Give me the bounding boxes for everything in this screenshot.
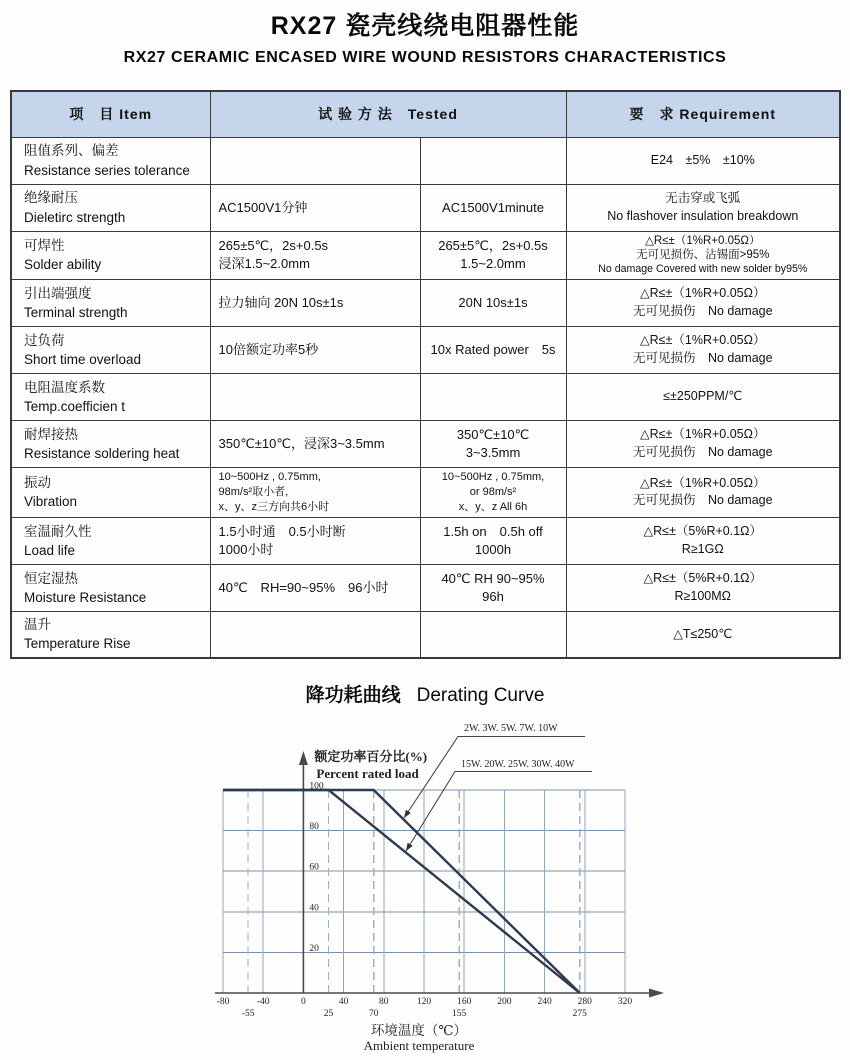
- method-line: 40℃ RH=90~95% 96小时: [218, 579, 389, 595]
- item-label-cn: 引出端强度: [24, 285, 92, 301]
- requirement-line: △R≤±（1%R+0.05Ω）: [640, 286, 766, 301]
- chart-title-en: Derating Curve: [416, 685, 545, 706]
- item-label-cn: 阻值系列、偏差: [24, 143, 119, 159]
- requirement-line: 无可见损伤 No damage: [632, 304, 773, 319]
- method-line: 1.5h on 0.5h off: [443, 523, 543, 539]
- x-breakpoint-label: 70: [369, 1009, 379, 1019]
- legend-leader-line: [406, 772, 592, 852]
- item-label-cn: 过负荷: [24, 332, 65, 348]
- item-label-en: Short time overload: [24, 352, 142, 368]
- x-axis-title-en: Ambient temperature: [363, 1038, 475, 1053]
- method-line: 20N 10s±1s: [458, 295, 528, 311]
- item-cell: [11, 280, 210, 327]
- document-header: [0, 0, 850, 67]
- requirement-line: 无可见损伤 No damage: [632, 351, 773, 366]
- requirement-line: △R≤±（1%R+0.05Ω）: [640, 475, 766, 490]
- method-en-cell: [420, 231, 566, 280]
- item-label-en: Temp.coefficien t: [24, 399, 126, 415]
- method-cn-cell: [210, 421, 420, 468]
- requirement-line: No flashover insulation breakdown: [607, 208, 799, 223]
- item-label-en: Temperature Rise: [24, 636, 131, 652]
- method-cn-cell: [210, 468, 420, 518]
- characteristics-table: [10, 90, 841, 659]
- item-label-cn: 温升: [24, 617, 51, 633]
- table-row: [11, 280, 840, 327]
- x-axis-arrow: [649, 989, 664, 998]
- x-axis-title-cn: 环境温度（℃）: [370, 1023, 468, 1038]
- x-tick-label: 80: [379, 997, 389, 1007]
- item-label-en: Vibration: [24, 494, 78, 510]
- legend-label: 15W. 20W. 25W. 30W. 40W: [461, 759, 575, 770]
- method-cn-cell: [210, 374, 420, 421]
- item-cell: [11, 137, 210, 184]
- requirement-line: 无可见损伤 No damage: [632, 445, 773, 460]
- x-tick-label: 240: [537, 997, 552, 1007]
- table-row: [11, 231, 840, 280]
- method-line: 265±5℃，2s+0.5s: [438, 238, 548, 254]
- item-label-en: Resistance soldering heat: [24, 446, 180, 462]
- col-header-tested: 试 验 方 法 Tested: [210, 91, 566, 137]
- method-line: 10倍额定功率5秒: [218, 342, 319, 358]
- item-cell: [11, 421, 210, 468]
- requirement-line: △T≤250℃: [673, 626, 733, 641]
- item-cell: [11, 517, 210, 564]
- y-tick-label: 60: [309, 862, 319, 873]
- col-header-item: 项 目 Item: [11, 91, 210, 137]
- item-cell: [11, 468, 210, 518]
- item-cell: [11, 564, 210, 611]
- method-line: AC1500V1分钟: [218, 199, 308, 215]
- requirement-line: 无可见损伤 No damage: [632, 493, 773, 508]
- method-en-cell: [420, 184, 566, 231]
- y-tick-label: 100: [309, 781, 324, 792]
- method-line: 10~500Hz , 0.75mm,: [218, 471, 321, 484]
- method-en-cell: [420, 280, 566, 327]
- method-line: x、y、z三方向共6小时: [218, 500, 330, 513]
- item-label-en: Terminal strength: [24, 305, 128, 321]
- table-row: [11, 517, 840, 564]
- method-line: 10x Rated power 5s: [430, 342, 556, 358]
- requirement-line: 无击穿或飞弧: [665, 190, 741, 205]
- requirement-cell: [566, 231, 840, 280]
- item-label-cn: 可焊性: [24, 238, 65, 254]
- item-label-en: Dieletirc strength: [24, 209, 126, 225]
- page-subtitle: RX27 CERAMIC ENCASED WIRE WOUND RESISTORS CHARACTERISTICS: [123, 49, 727, 66]
- method-line: 265±5℃，2s+0.5s: [218, 238, 329, 254]
- item-cell: [11, 611, 210, 658]
- requirement-cell: [566, 137, 840, 184]
- requirement-cell: [566, 564, 840, 611]
- method-en-cell: [420, 137, 566, 184]
- requirement-line: 无可见损伤、沾锡面>95%: [636, 249, 770, 262]
- method-en-cell: [420, 374, 566, 421]
- method-cn-cell: [210, 137, 420, 184]
- method-cn-cell: [210, 564, 420, 611]
- method-line: 40℃ RH 90~95%: [441, 570, 545, 586]
- table-row: [11, 137, 840, 184]
- x-tick-label: 280: [577, 997, 592, 1007]
- method-cn-cell: [210, 327, 420, 374]
- requirement-cell: [566, 184, 840, 231]
- table-header-row: [11, 91, 840, 137]
- requirement-line: R≥100MΩ: [674, 588, 732, 603]
- method-line: 10~500Hz , 0.75mm,: [441, 471, 545, 484]
- method-en-cell: [420, 327, 566, 374]
- method-line: 1.5~2.0mm: [460, 256, 526, 272]
- method-en-cell: [420, 564, 566, 611]
- method-line: 350℃±10℃，浸深3~3.5mm: [218, 436, 385, 452]
- legend-label: 2W. 3W. 5W. 7W. 10W: [464, 723, 558, 734]
- requirement-line: △R≤±（5%R+0.1Ω）: [643, 523, 762, 538]
- x-tick-label: -40: [256, 997, 270, 1007]
- method-cn-cell: [210, 184, 420, 231]
- method-line: 1.5小时通 0.5小时断: [218, 523, 346, 539]
- x-tick-label: 320: [617, 997, 633, 1007]
- requirement-line: △R≤±（1%R+0.05Ω）: [640, 427, 766, 442]
- item-label-cn: 耐焊接热: [24, 426, 78, 442]
- table-row: [11, 327, 840, 374]
- method-line: 350℃±10℃: [456, 427, 530, 443]
- requirement-cell: [566, 468, 840, 518]
- item-cell: [11, 184, 210, 231]
- y-axis-title-cn: 额定功率百分比(%): [314, 749, 428, 764]
- col-header-requirement: 要 求 Requirement: [566, 91, 840, 137]
- method-line: 浸深1.5~2.0mm: [218, 256, 310, 272]
- x-tick-label: 160: [457, 997, 472, 1007]
- requirement-cell: [566, 280, 840, 327]
- requirement-line: △R≤±（1%R+0.05Ω）: [640, 333, 766, 348]
- table-row: [11, 564, 840, 611]
- method-cn-cell: [210, 231, 420, 280]
- legend-leader-line: [404, 737, 585, 819]
- requirement-line: ≤±250PPM/℃: [663, 389, 743, 404]
- method-line: 3~3.5mm: [465, 445, 521, 461]
- y-tick-label: 40: [309, 903, 319, 914]
- table-row: [11, 184, 840, 231]
- x-breakpoint-label: 155: [452, 1009, 467, 1019]
- x-tick-label: 40: [338, 997, 349, 1007]
- item-cell: [11, 231, 210, 280]
- x-breakpoint-label: 25: [323, 1009, 334, 1019]
- method-cn-cell: [210, 517, 420, 564]
- table-row: [11, 468, 840, 518]
- requirement-line: No damage Covered with new solder by95%: [598, 263, 808, 276]
- requirement-line: △R≤±（5%R+0.1Ω）: [643, 570, 762, 585]
- x-breakpoint-label: -55: [241, 1009, 255, 1019]
- derating-curve-chart: [0, 656, 850, 1060]
- requirement-line: △R≤±（1%R+0.05Ω）: [645, 234, 761, 247]
- table-row: [11, 611, 840, 658]
- requirement-cell: [566, 611, 840, 658]
- method-line: 98m/s²取小者,: [218, 485, 289, 498]
- chart-title-cn: 降功耗曲线: [305, 685, 401, 706]
- method-cn-cell: [210, 280, 420, 327]
- requirement-cell: [566, 327, 840, 374]
- method-line: AC1500V1minute: [442, 199, 544, 215]
- table-row: [11, 421, 840, 468]
- method-line: 拉力轴向 20N 10s±1s: [218, 295, 344, 311]
- item-label-cn: 室温耐久性: [24, 523, 92, 539]
- x-tick-label: 0: [301, 997, 306, 1007]
- x-tick-label: 120: [416, 997, 432, 1007]
- item-label-cn: 振动: [24, 475, 51, 491]
- method-en-cell: [420, 421, 566, 468]
- x-tick-label: -80: [216, 997, 230, 1007]
- method-line: 1000小时: [218, 541, 274, 557]
- requirement-line: R≥1GΩ: [681, 541, 724, 556]
- y-axis-arrow: [299, 751, 308, 765]
- requirement-line: E24 ±5% ±10%: [650, 152, 755, 167]
- derating-line-15w-40w: [223, 790, 580, 993]
- table-row: [11, 374, 840, 421]
- x-breakpoint-label: 275: [572, 1009, 587, 1019]
- y-tick-label: 80: [309, 822, 319, 833]
- method-en-cell: [420, 517, 566, 564]
- item-cell: [11, 374, 210, 421]
- item-label-cn: 电阻温度系数: [24, 379, 105, 395]
- method-en-cell: [420, 611, 566, 658]
- method-line: 96h: [482, 588, 504, 604]
- method-cn-cell: [210, 611, 420, 658]
- item-label-en: Solder ability: [24, 257, 102, 273]
- requirement-cell: [566, 517, 840, 564]
- y-axis-title-en: Percent rated load: [316, 766, 419, 781]
- item-cell: [11, 327, 210, 374]
- x-tick-label: 200: [497, 997, 512, 1007]
- requirement-cell: [566, 374, 840, 421]
- method-en-cell: [420, 468, 566, 518]
- requirement-cell: [566, 421, 840, 468]
- y-tick-label: 20: [309, 943, 319, 954]
- method-line: 1000h: [474, 541, 512, 557]
- item-label-en: Moisture Resistance: [24, 589, 147, 605]
- item-label-cn: 绝缘耐压: [24, 190, 78, 206]
- item-label-en: Resistance series tolerance: [24, 162, 190, 178]
- method-line: or 98m/s²: [469, 485, 517, 498]
- page-title: RX27 瓷壳线绕电阻器性能: [270, 12, 580, 40]
- derating-line-2w-10w: [223, 790, 580, 993]
- item-label-cn: 恒定湿热: [24, 570, 78, 586]
- item-label-en: Load life: [24, 542, 76, 558]
- method-line: x、y、z All 6h: [458, 500, 528, 513]
